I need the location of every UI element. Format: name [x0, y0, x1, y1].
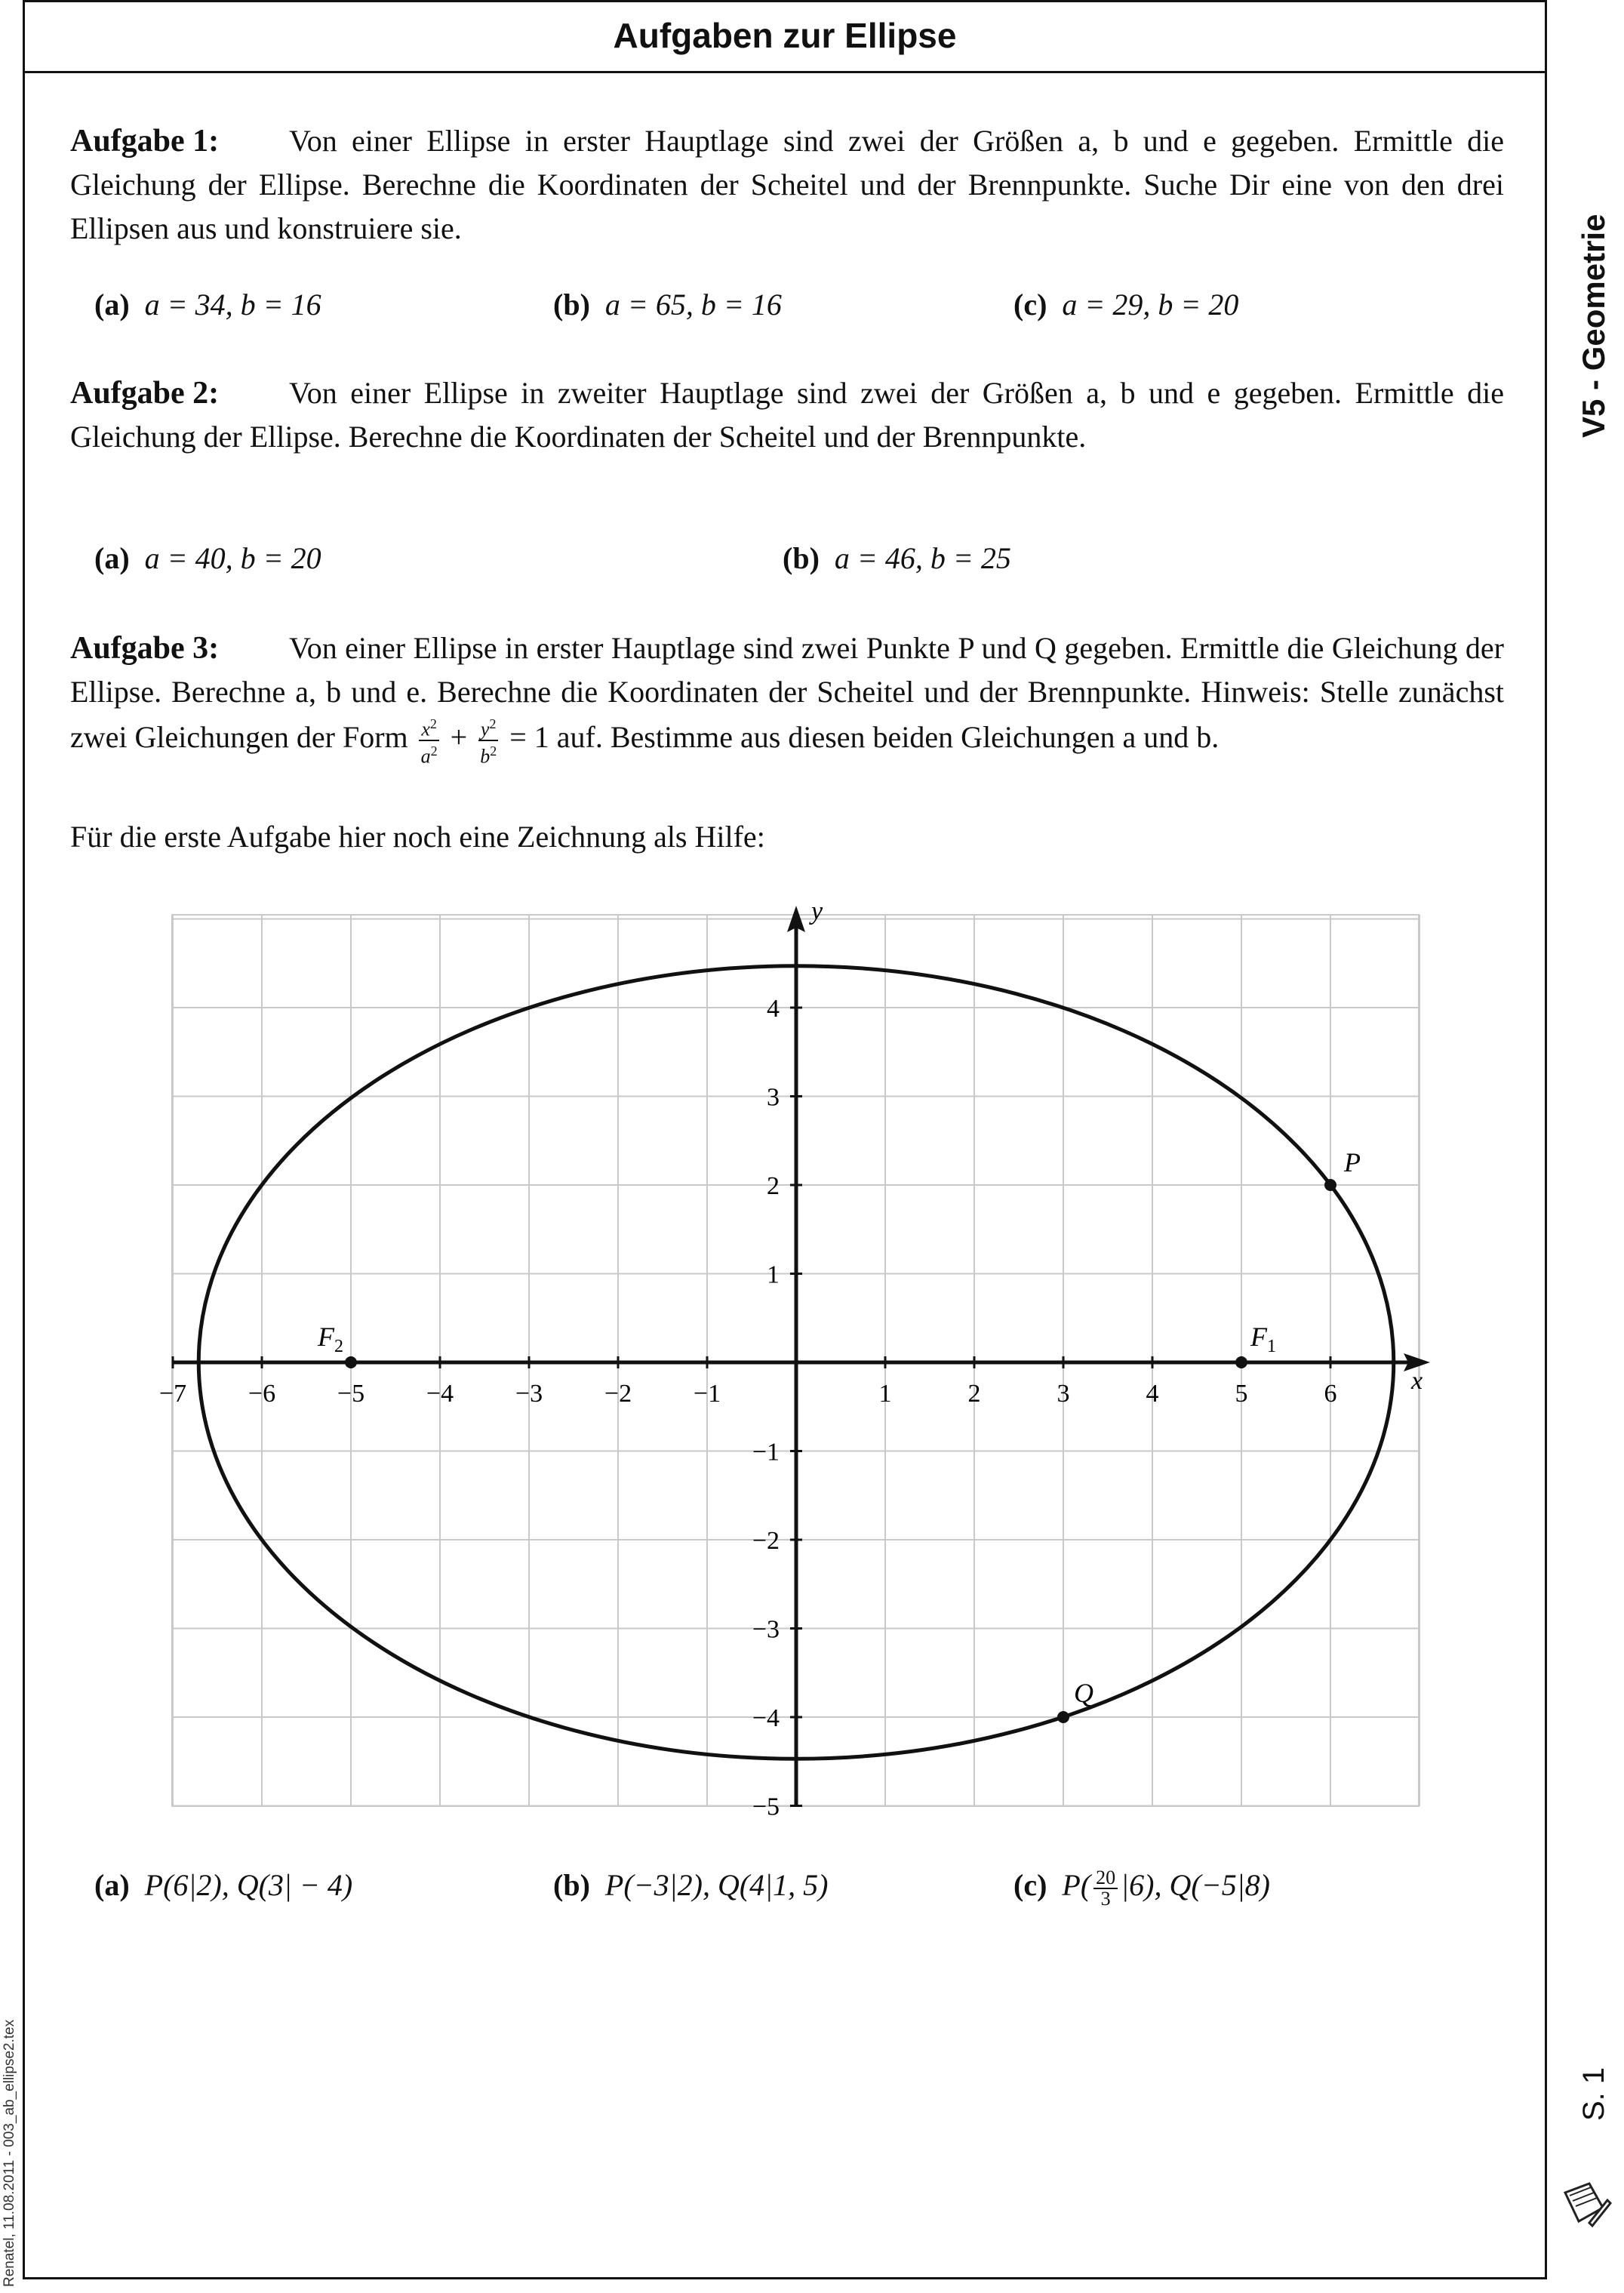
task-2-heading: Aufgabe 2:	[70, 376, 220, 411]
side-label: V5 - Geometrie	[1576, 214, 1611, 438]
point-label-f1: $F_1$	[1250, 1322, 1276, 1356]
point-p	[1324, 1179, 1336, 1191]
x-tick-label: −6	[248, 1380, 276, 1408]
point-label-p: P	[1344, 1147, 1361, 1177]
x-tick-label: 6	[1324, 1380, 1337, 1408]
task-3-heading: Aufgabe 3:	[70, 631, 220, 666]
task-3-option-b: (b) P(−3|2), Q(4|1, 5)	[553, 1868, 829, 1902]
task-2-option-b: (b) a = 46, b = 25	[783, 541, 1011, 575]
y-tick-label: 1	[767, 1260, 780, 1289]
y-axis-label: y	[811, 897, 823, 925]
x-tick-label: 5	[1235, 1380, 1248, 1408]
x-tick-label: −3	[515, 1380, 543, 1408]
task-1-option-c: (c) a = 29, b = 20	[1013, 288, 1239, 322]
y-tick-label: 2	[767, 1172, 780, 1200]
x-tick-label: −7	[158, 1380, 187, 1408]
task-3-text-2: Bestimme aus diesen beiden Gleichungen a und b.	[610, 719, 1220, 754]
task-1-option-a: (a) a = 34, b = 16	[94, 288, 321, 322]
point-label-f2: $F_2$	[318, 1322, 343, 1356]
task-1-option-b: (b) a = 65, b = 16	[553, 288, 782, 322]
x-tick-label: 3	[1057, 1380, 1070, 1408]
point-f1	[1235, 1356, 1247, 1368]
page-title: Aufgaben zur Ellipse	[613, 16, 957, 55]
formula-x-fraction: $\frac{x^2}{a^2}$	[419, 714, 440, 766]
y-tick-label: 4	[767, 995, 780, 1023]
x-tick-label: 4	[1146, 1380, 1159, 1408]
x-axis-label: x	[1411, 1367, 1423, 1395]
task-2-text: Von einer Ellipse in zweiter Hauptlage sind zwei der Größen a, b und e gegeben. Ermittle die Gleichung der Ellipse. Berechne die Koordinaten der Scheitel und der Brennpunkte.	[70, 376, 1504, 454]
x-tick-label: 2	[967, 1380, 981, 1408]
task-3-hint: Für die erste Aufgabe hier noch eine Zeichnung als Hilfe:	[70, 820, 765, 854]
x-tick-label: −2	[604, 1380, 632, 1408]
point-q	[1057, 1711, 1069, 1723]
task-3-text: Von einer Ellipse in erster Hauptlage sind zwei Punkte P und Q gegeben. Ermittle die Gleichung der Ellipse. Berechne a, b und e. Berechne die Koordinaten der Scheitel und der Brennpunkte. Hinweis: Stelle zunächst zwei Gleichungen der Form	[70, 631, 1504, 754]
y-tick-label: −5	[752, 1793, 780, 1821]
y-tick-label: −1	[752, 1438, 780, 1467]
task-3-option-a: (a) P(6|2), Q(3| − 4)	[94, 1868, 353, 1902]
task-2-option-a: (a) a = 40, b = 20	[94, 541, 321, 575]
footer-info: Renatel, 11.08.2011 - 003_ab_ellipse2.tex	[2, 2019, 17, 2287]
x-tick-label: −1	[693, 1380, 721, 1408]
x-tick-label: −4	[426, 1380, 454, 1408]
y-tick-label: −2	[752, 1527, 780, 1555]
x-tick-label: 1	[878, 1380, 892, 1408]
formula-y-fraction: $\frac{y^2}{b^2}$	[478, 714, 499, 766]
y-tick-label: 3	[767, 1083, 780, 1112]
formula-end: = 1 auf.	[509, 719, 603, 754]
point-label-q: Q	[1074, 1678, 1093, 1708]
task-1-heading: Aufgabe 1:	[70, 124, 220, 159]
y-tick-label: −3	[752, 1615, 780, 1644]
y-tick-label: −4	[752, 1704, 780, 1732]
point-f2	[345, 1356, 357, 1368]
x-tick-label: −5	[337, 1380, 365, 1408]
task-1-text: Von einer Ellipse in erster Hauptlage sind zwei der Größen a, b und e gegeben. Ermittle die Gleichung der Ellipse. Berechne die Koordinaten der Scheitel und der Brennpunkte. Suche Dir eine von den drei Ellipsen aus und konstruiere sie.	[70, 124, 1504, 245]
formula-plus: +	[450, 719, 468, 754]
task-3-option-c: (c) P( $\frac{20}{3}$ |6), Q(−5|8)	[1013, 1866, 1271, 1910]
page-number: S. 1	[1577, 2067, 1610, 2121]
